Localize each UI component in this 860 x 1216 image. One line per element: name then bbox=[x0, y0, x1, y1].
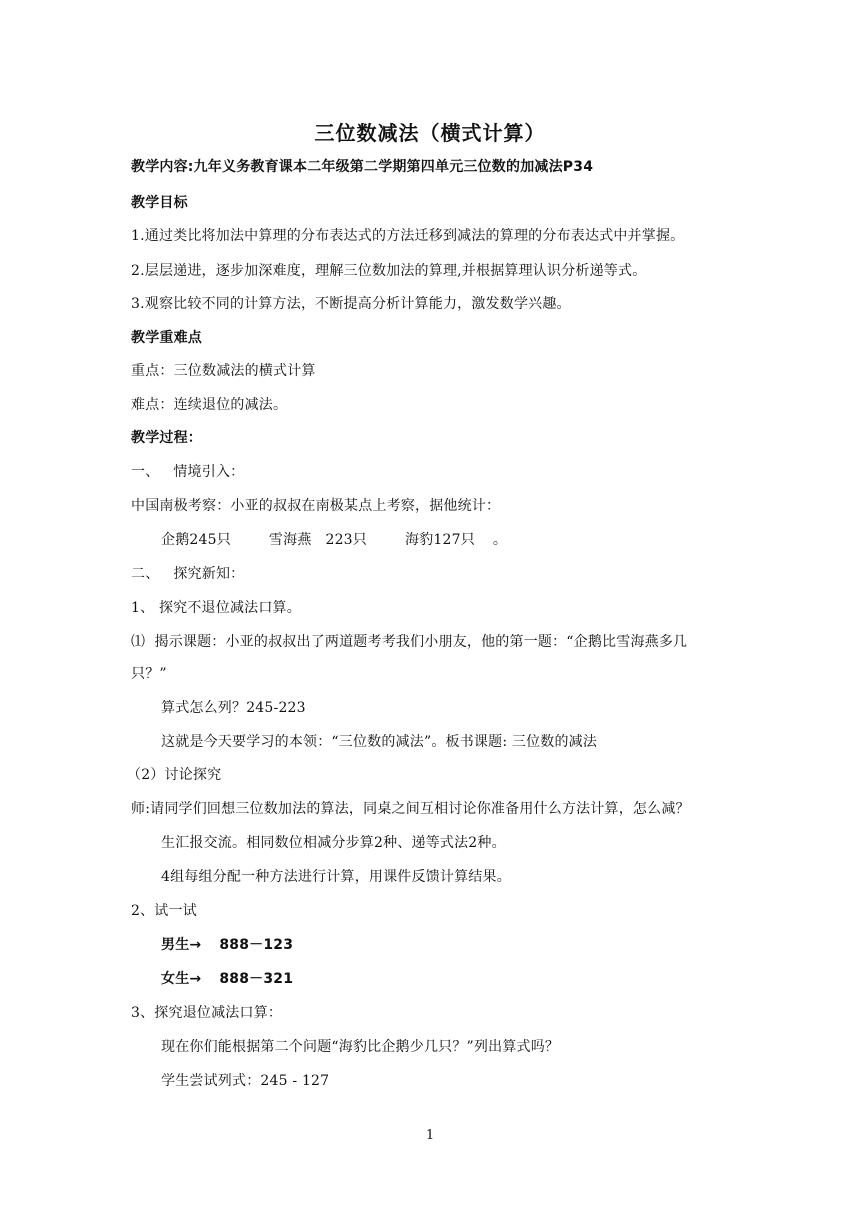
page-title: 三位数减法（横式计算） bbox=[314, 121, 546, 145]
step-1-heading: 1、 探究不退位减法口算。 bbox=[131, 600, 301, 616]
seal-count: 海豹127只 bbox=[405, 532, 475, 548]
count-period: 。 bbox=[492, 532, 508, 548]
intro-text: 中国南极考察：小亚的叔叔在南极某点上考察，据他统计： bbox=[131, 498, 501, 514]
lesson-topic: 这就是今天要学习的本领：“三位数的减法”。板书课题: 三位数的减法 bbox=[161, 734, 598, 750]
objective-2: 2.层层递进，逐步加深难度，理解三位数加法的算理,并根据算理认识分析递等式。 bbox=[131, 263, 647, 279]
penguin-count: 企鹅245只 bbox=[161, 532, 231, 548]
animal-counts bbox=[161, 530, 507, 550]
try-heading: 2、试一试 bbox=[131, 903, 197, 919]
heading-objectives: 教学目标 bbox=[131, 195, 188, 211]
heading-process: 教学过程： bbox=[131, 430, 202, 446]
heading-key-points: 教学重难点 bbox=[131, 330, 202, 346]
teaching-content: 教学内容:九年义务教育课本二年级第二学期第四单元三位数的加减法P34 bbox=[131, 159, 594, 175]
objective-1: 1.通过类比将加法中算理的分布表达式的方法迁移到减法的算理的分布表达式中并掌握。 bbox=[131, 228, 685, 244]
teacher-prompt: 师:请同学们回想三位数加法的算法，同桌之间互相讨论你准备用什么方法计算，怎么减？ bbox=[131, 801, 690, 817]
key-point: 重点：三位数减法的横式计算 bbox=[131, 363, 316, 379]
formula-question: 算式怎么列？245-223 bbox=[161, 700, 306, 716]
difficult-point: 难点：连续退位的减法。 bbox=[131, 397, 288, 413]
girls-label: 女生→ bbox=[161, 971, 202, 987]
student-report: 生汇报交流。相同数位相减分步算2种、递等式法2种。 bbox=[161, 835, 506, 851]
step-3-heading: 3、探究退位减法口算： bbox=[131, 1005, 283, 1021]
section-2-heading: 二、 探究新知： bbox=[131, 566, 245, 582]
seal-question: 现在你们能根据第二个问题“海豹比企鹅少几只？”列出算式吗？ bbox=[161, 1039, 560, 1055]
objective-3: 3.观察比较不同的计算方法，不断提高分析计算能力，激发数学兴趣。 bbox=[131, 296, 571, 312]
discussion-heading: （2）讨论探究 bbox=[127, 767, 222, 783]
page-number: 1 bbox=[425, 1128, 435, 1143]
group-work: 4组每组分配一种方法进行计算，用课件反馈计算结果。 bbox=[161, 869, 511, 885]
student-formula: 学生尝试列式：245 - 127 bbox=[161, 1073, 330, 1089]
girls-exercise bbox=[161, 969, 293, 989]
girls-expression: 888－321 bbox=[219, 971, 294, 987]
reveal-topic-cont: 只？” bbox=[131, 666, 167, 682]
petrel-count: 雪海燕 223只 bbox=[268, 532, 367, 548]
boys-label: 男生→ bbox=[161, 937, 202, 953]
boys-exercise bbox=[161, 935, 293, 955]
reveal-topic: ⑴ 揭示课题：小亚的叔叔出了两道题考考我们小朋友，他的第一题：“企鹅比雪海燕多几 bbox=[131, 634, 688, 650]
section-1-heading: 一、 情境引入： bbox=[131, 464, 245, 480]
boys-expression: 888－123 bbox=[219, 937, 294, 953]
